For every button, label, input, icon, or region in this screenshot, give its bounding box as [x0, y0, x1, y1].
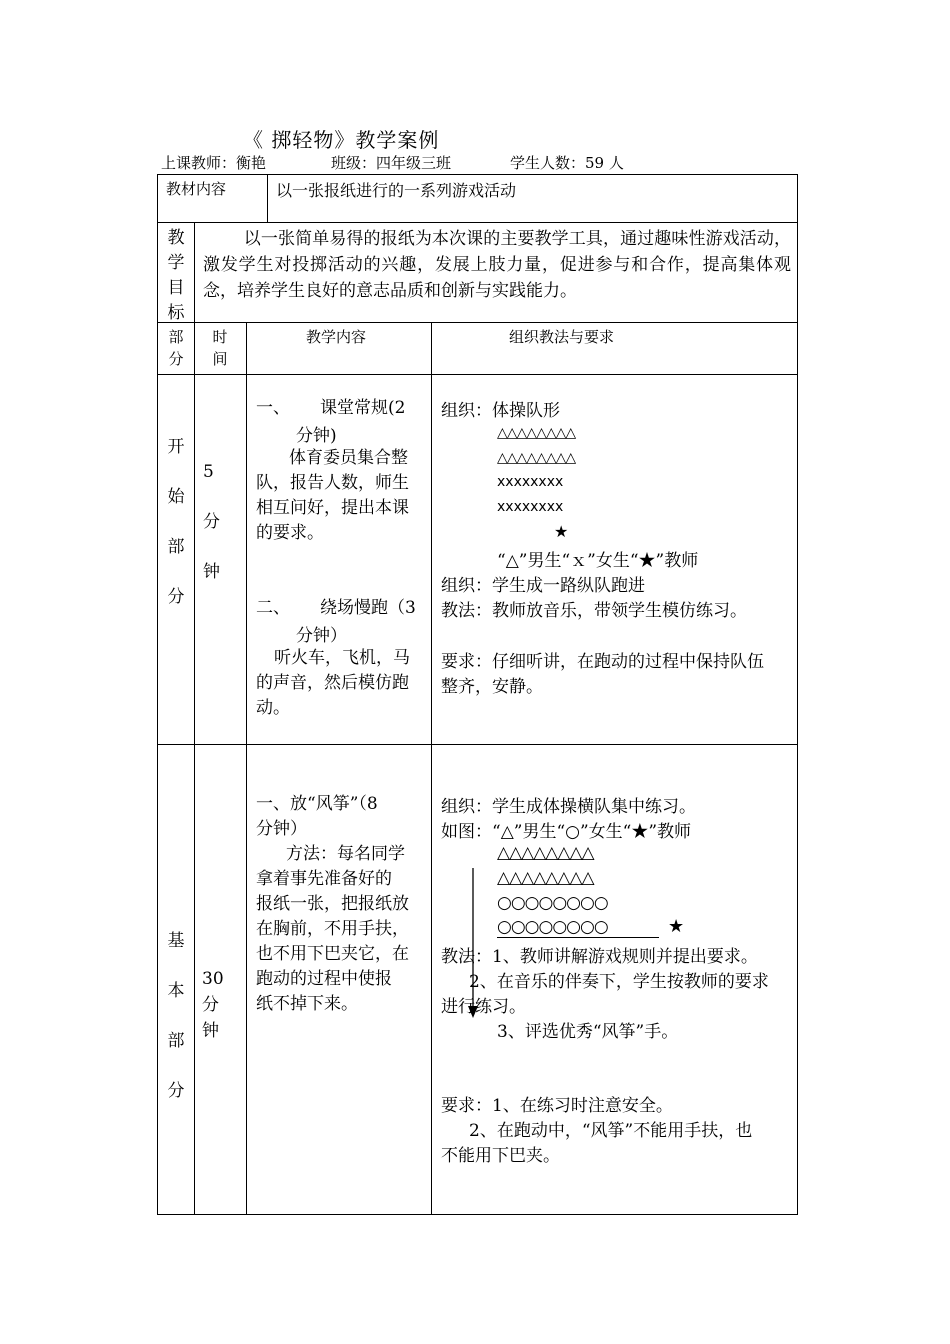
text-line: 要求：仔细听讲，在跑动的过程中保持队伍 — [441, 652, 764, 672]
text-line: 目 — [167, 278, 185, 298]
goal-label — [160, 226, 192, 326]
text-line: 部 — [167, 1031, 185, 1051]
text-line: 教 — [167, 228, 185, 248]
text-line: 2、在音乐的伴奏下，学生按教师的要求 — [469, 972, 769, 992]
text-line: 3、评选优秀“风筝”手。 — [497, 1022, 679, 1042]
text-line: 整齐，安静。 — [441, 677, 543, 697]
text-line: 组织：学生成一路纵队跑进 — [441, 576, 645, 596]
section-main-time — [202, 966, 224, 1044]
text-line: 教法：教师放音乐，带领学生模仿练习。 — [441, 601, 747, 621]
text-line: 学 — [167, 253, 185, 273]
text-line: 2、在跑动中，“风筝”不能用手扶，也 — [469, 1121, 753, 1141]
text-line: 体育委员集合整 — [289, 448, 408, 468]
section-main-part — [160, 916, 192, 1116]
text-line: 标 — [167, 303, 185, 323]
text-line: 分钟) — [296, 426, 337, 446]
goal-text: 以一张简单易得的报纸为本次课的主要教学工具，通过趣味性游戏活动，激发学生对投掷活动的兴趣，发展上肢力量，促进参与和合作，提高集体观念，培养学生良好的意志品质和创新与实践能力。 — [203, 229, 791, 301]
formation-row-boys: △△△△△△△△ — [497, 868, 594, 888]
formation-row-girls: ○○○○○○○○ — [497, 893, 608, 913]
class-info: 班级：四年级三班 — [331, 154, 452, 172]
text-line: 分 — [168, 350, 184, 368]
material-label: 教材内容 — [166, 180, 227, 198]
text-line: 的要求。 — [256, 523, 324, 543]
text-line: 分 — [202, 995, 219, 1015]
text-line: 分钟） — [256, 819, 307, 839]
text-line: 基 — [167, 931, 185, 951]
text-line: 动。 — [256, 698, 290, 718]
text-line: 也不用下巴夹它，在 — [256, 944, 409, 964]
text-line: 拿着事先准备好的 — [256, 869, 392, 889]
text-line: 要求：1、在练习时注意安全。 — [441, 1096, 673, 1116]
text-line: 分 — [167, 587, 185, 607]
section-start-part — [160, 422, 192, 622]
formation-row-boys: △△△△△△△△ — [497, 425, 576, 441]
teacher-star-icon: ★ — [668, 916, 685, 937]
text-line: 间 — [212, 350, 228, 368]
text-line: 如图：“△”男生“○”女生“★”教师 — [441, 822, 692, 842]
col-content: 教学内容 — [306, 328, 367, 346]
text-line: 30 — [202, 969, 224, 989]
teacher-info: 上课教师：衡艳 — [161, 154, 267, 172]
col-part — [160, 326, 192, 370]
text-line: 钟 — [203, 562, 220, 582]
text-line: 二、 — [256, 598, 290, 618]
text-line: 的声音，然后模仿跑 — [256, 673, 409, 693]
text-line: 教法：1、教师讲解游戏规则并提出要求。 — [441, 947, 758, 967]
text-line: 听火车，飞机，马 — [274, 648, 410, 668]
formation-row-girls: xxxxxxxx — [497, 474, 564, 490]
text-line: 绕场慢跑（3 — [320, 598, 416, 618]
section-start-time — [203, 447, 220, 597]
text-line: 一、 — [256, 398, 290, 418]
text-line: 队，报告人数，师生 — [256, 473, 409, 493]
formation-row-girls: ○○○○○○○○ — [497, 917, 659, 938]
text-line: “△”男生“ｘ”女生“★”教师 — [497, 551, 699, 571]
text-line: 部 — [167, 537, 185, 557]
text-line: 本 — [167, 981, 185, 1001]
text-line: 纸不掉下来。 — [256, 994, 358, 1014]
text-line: 进行练习。 — [441, 997, 526, 1017]
text-line: 相互问好，提出本课 — [256, 498, 409, 518]
formation-row-girls: xxxxxxxx — [497, 499, 564, 515]
text-line: 不能用下巴夹。 — [441, 1146, 560, 1166]
formation-row-boys: △△△△△△△△ — [497, 450, 576, 466]
text-line: 始 — [167, 487, 185, 507]
text-line: 组织：体操队形 — [441, 401, 560, 421]
text-line: 时 — [212, 328, 228, 346]
teacher-star-icon: ★ — [554, 522, 569, 541]
text-line: 分 — [167, 1081, 185, 1101]
text-line: 组织：学生成体操横队集中练习。 — [441, 797, 696, 817]
formation-row-boys: △△△△△△△△ — [497, 843, 594, 863]
text-line: 钟 — [202, 1021, 219, 1041]
text-line: 分 — [203, 512, 220, 532]
text-line: 分钟） — [296, 626, 347, 646]
text-line: 课堂常规(2 — [320, 398, 406, 418]
text-line: 报纸一张，把报纸放 — [256, 894, 409, 914]
col-method: 组织教法与要求 — [509, 328, 615, 346]
text-line: 在胸前，不用手扶， — [256, 919, 409, 939]
student-count: 学生人数：59 人 — [510, 154, 624, 172]
col-time — [197, 326, 243, 370]
material-value: 以一张报纸进行的一系列游戏活动 — [276, 181, 517, 200]
text-line: 一、放“风筝”（8 — [256, 794, 378, 814]
text-line: 开 — [167, 437, 185, 457]
page-title: 《 掷轻物》教学案例 — [243, 128, 440, 152]
text-line: 方法：每名同学 — [286, 844, 405, 864]
text-line: 跑动的过程中使报 — [256, 969, 392, 989]
text-line: 部 — [168, 328, 184, 346]
text-line: 5 — [203, 462, 214, 482]
